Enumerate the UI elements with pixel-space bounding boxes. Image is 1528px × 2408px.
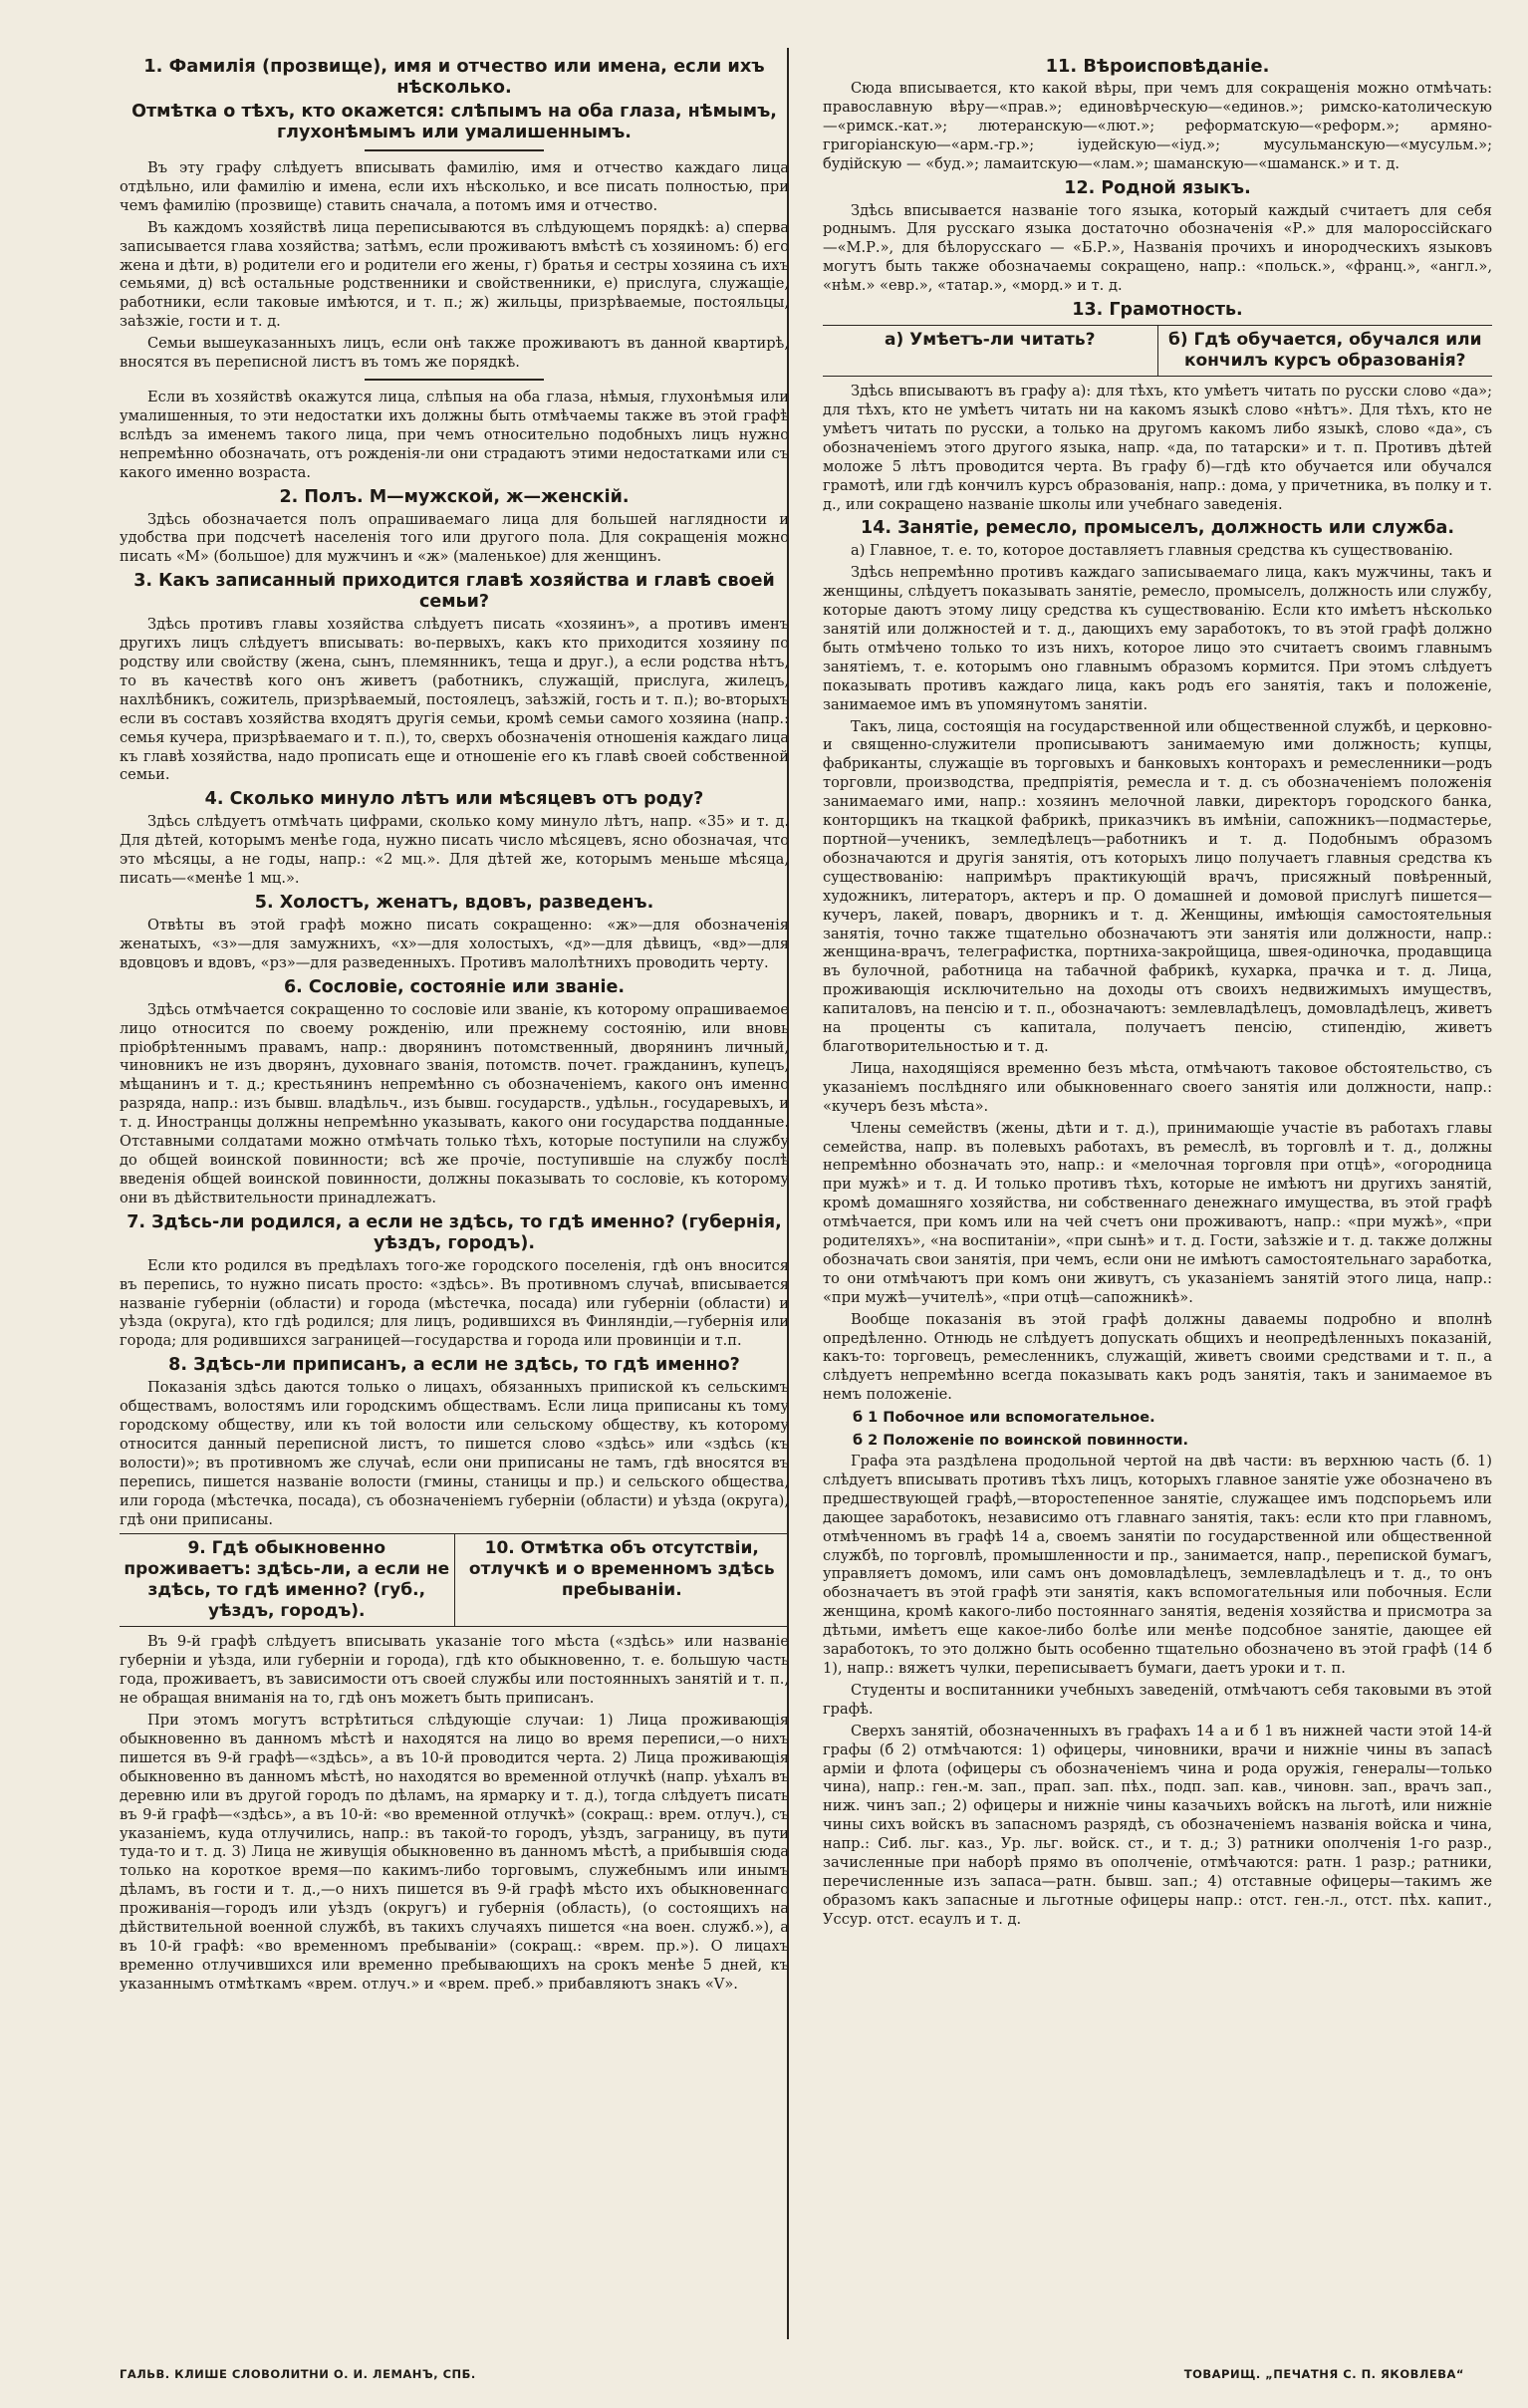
heading-occupation: 14. Занятіе, ремесло, промыселъ, должность или служба. (861, 518, 1454, 539)
paragraph: Въ эту графу слѣдуетъ вписывать фамилію, имя и отчество каждаго лица отдѣльно, или фамилію и имена, если ихъ нѣсколько, и все писать полностью, при чемъ фамилію (прозвище) ставить сначала, а потомъ имя и отчество. (120, 159, 789, 214)
paragraph: Здѣсь обозначается полъ опрашиваемаго лица для большей наглядности и удобства при подсчетѣ населенія того или другого пола. Для сокращенія можно писать «М» (большое) для мужчинъ и «ж» (маленькое) для женщинъ. (120, 510, 789, 566)
heading-literacy: 13. Грамотность. (1072, 300, 1243, 321)
printer-credit-right: ТОВАРИЩ. „ПЕЧАТНЯ С. П. ЯКОВЛЕВА“ (1183, 2367, 1464, 2381)
paragraph: Сюда вписывается, кто какой вѣры, при чемъ для сокращенія можно отмѣчать: православную вѣру—«прав.»; единовѣрческую—«единов.»; римско-католическую—«римск.-кат.»; лютеранскую—«лют.»; реформатскую—«реформ.»; армяно-григоріанскую—«арм.-гр.»; іудейскую—«іуд.»; мусульманскую—«мусульм.»; будійскую — «буд.»; ламаитскую—«лам.»; шаманскую—«шаманск.» и т. д. (823, 80, 1492, 172)
heading-registration: 8. Здѣсь-ли приписанъ, а если не здѣсь, то гдѣ именно? (168, 1355, 740, 1376)
heading-can-read: а) Умѣетъ-ли читать? (884, 330, 1096, 351)
separator-rule (365, 149, 544, 151)
split-cell (120, 1534, 455, 1626)
heading-sex: 2. Полъ. М—мужской, ж—женскій. (279, 486, 630, 507)
paragraph: Въ каждомъ хозяйствѣ лица переписываются въ слѣдующемъ порядкѣ: а) сперва записывается глава хозяйства; затѣмъ, если проживаютъ вмѣстѣ съ хозяиномъ: б) его жена и дѣти, в) родители его и родители его жены, г) братья и сестры хозяина съ ихъ семьями, д) всѣ остальные родственники и свойственники, е) прислуга, служащіе, работники, если таковые имѣются, и т. п.; ж) жильцы, призрѣваемые, постояльцы, заѣзжіе, гости и т. д. (120, 218, 789, 331)
split-heading-literacy (823, 325, 1492, 377)
heading-language: 12. Родной языкъ. (1064, 177, 1251, 198)
paragraph: Семьи вышеуказанныхъ лицъ, если онѣ также проживаютъ въ данной квартирѣ, вносятся въ переписной листъ въ томъ же порядкѣ. (120, 335, 789, 372)
right-column (823, 52, 1492, 2333)
heading-estate: 6. Сословіе, состояніе или званіе. (284, 976, 625, 997)
heading-military-status: б 2 Положеніе по воинской повинности. (853, 1433, 1189, 1450)
heading-marital: 5. Холостъ, женатъ, вдовъ, разведенъ. (254, 893, 654, 913)
paragraph: Если въ хозяйствѣ окажутся лица, слѣпыя на оба глаза, нѣмыя, глухонѣмыя или умалишенныя, то эти недостатки ихъ должны быть отмѣчаемы также въ этой графѣ вслѣдъ за именемъ такого лица, при чемъ относительно подобныхъ лицъ нужно непремѣнно обозначать, отъ рожденія-ли они страдаютъ этими недостатками или съ какого именно возраста. (120, 388, 789, 481)
paragraph: Здѣсь противъ главы хозяйства слѣдуетъ писать «хозяинъ», а противъ именъ другихъ лицъ слѣдуетъ вписывать: во-первыхъ, какъ кто приходится хозяину по родству или свойству (жена, сынъ, племянникъ, теща и друг.), а если родства нѣтъ, то въ качествѣ кого онъ живетъ (работникъ, служащій, прислуга, жилецъ, нахлѣбникъ, сожитель, призрѣваемый, постоялецъ, заѣзжій, гость и т. п.); во-вторыхъ если въ составъ хозяйства входятъ другія семьи, кромѣ семьи самого хозяина (напр.: семья кучера, призрѣваемаго и т. п.), то, сверхъ обозначенія отношенія каждаго лица къ главѣ хозяйства, надо прописать еще и отношеніе его къ главѣ своей собственной семьи. (120, 616, 789, 784)
paragraph: Графа эта раздѣлена продольной чертой на двѣ части: въ верхнюю часть (б. 1) слѣдуетъ вписывать противъ тѣхъ лицъ, которыхъ главное занятіе уже обозначено въ предшествующей графѣ,—второстепенное занятіе, служащее имъ подспорьемъ или дающее заработокъ, независимо отъ главнаго занятія, такъ: если кто при главномъ, отмѣченномъ въ графѣ 14 а, своемъ занятіи по государственной или общественной службѣ, по торговлѣ, промышленности и пр., занимается, напр., перепиской бумагъ, управляетъ домомъ, или самъ онъ домовладѣлецъ, землевладѣлецъ и т. д., то онъ обозначаетъ въ этой графѣ эти занятія, какъ вспомогательныя или побочныя. Если женщина, кромѣ какого-либо постояннаго занятія, веденія хозяйства и присмотра за дѣтьми, имѣетъ еще какое-либо болѣе или менѣе подсобное занятіе, дающее ей заработокъ, то это должно быть особенно тщательно обозначено въ этой графѣ (14 б 1), напр.: вяжетъ чулки, переписываетъ бумаги, даетъ уроки и т. п. (823, 1453, 1492, 1677)
split-cell (455, 1534, 790, 1626)
paragraph: Вообще показанія въ этой графѣ должны даваемы подробно и вполнѣ опредѣленно. Отнюдь не слѣдуетъ допускать общихъ и неопредѣленныхъ показаній, какъ-то: торговецъ, ремесленникъ, служащій, живетъ своими средствами и т. п., а слѣдуетъ непремѣнно всегда показывать какъ родъ занятія, такъ и занимаемое въ немъ положеніе. (823, 1310, 1492, 1404)
separator-rule (365, 379, 544, 381)
paragraph: Здѣсь слѣдуетъ отмѣчать цифрами, сколько кому минуло лѣтъ, напр. «35» и т. д. Для дѣтей, которымъ менѣе года, нужно писать число мѣсяцевъ, ясно обозначая, что это мѣсяцы, а не годы, напр.: «2 мц.». Для дѣтей же, которымъ меньше мѣсяца, писать—«менѣе 1 мц.». (120, 813, 789, 888)
heading-residence: 9. Гдѣ обыкновенно проживаетъ: здѣсь-ли, а если не здѣсь, то гдѣ именно? (губ., уѣздъ, городъ). (124, 1538, 450, 1622)
paragraph: Здѣсь вписывается названіе того языка, который каждый считаетъ для себя роднымъ. Для русскаго языка достаточно обозначенія «Р.» для малороссійскаго—«М.Р.», для бѣлорусскаго — «Б.Р.», Названія прочихъ и инородческихъ языковъ могутъ быть также обозначаемы сокращено, напр.: «польск.», «франц.», «англ.», «нѣм.» «евр.», «татар.», «морд.» и т. д. (823, 201, 1492, 295)
heading-birthplace: 7. Здѣсь-ли родился, а если не здѣсь, то гдѣ именно? (губернія, уѣздъ, городъ). (127, 1211, 782, 1253)
paragraph: Показанія здѣсь даются только о лицахъ, обязанныхъ припиской къ сельскимъ обществамъ, волостямъ или городскимъ обществамъ. Если лица приписаны къ тому городскому обществу, или къ той волости или сельскому обществу, къ которому относится данный переписной листъ, то пишется слово «здѣсь» или «здѣсь (къ волости)»; въ противномъ же случаѣ, если они приписаны не тамъ, гдѣ вносятся въ перепись, пишется названіе волости (гмины, станицы и пр.) и сельского общества, или города (мѣстечка, посада), съ обозначеніемъ губерніи (области) и уѣзда (округа), гдѣ они приписаны. (120, 1379, 789, 1528)
paragraph: Въ 9-й графѣ слѣдуетъ вписывать указаніе того мѣста («здѣсь» или названіе губерніи и уѣзда, или губерніи и города), гдѣ кто обыкновенно, т. е. большую часть года, проживаетъ, въ зависимости отъ своей службы или постоянныхъ занятій и т. п., не обращая вниманія на то, гдѣ онъ можетъ быть приписанъ. (120, 1633, 789, 1708)
paragraph: Сверхъ занятій, обозначенныхъ въ графахъ 14 а и б 1 въ нижней части этой 14-й графы (б 2) отмѣчаются: 1) офицеры, чиновники, врачи и нижніе чины въ запасѣ арміи и флота (офицеры съ обозначеніемъ чина и рода оружія, генералы—только чина), напр.: ген.-м. зап., прап. зап. пѣх., подп. зап. кав., чиновн. зап., врачъ зап., ниж. чинъ зап.; 2) офицеры и нижніе чины казачьихъ войскъ на льготѣ, или нижніе чины сихъ войскъ въ запасномъ разрядѣ, съ обозначеніемъ названія войска и чина, напр.: Сиб. льг. каз., Ур. льг. войск. ст., и т. д.; 3) ратники ополченія 1-го разр., зачисленные при наборѣ прямо въ ополченіе, отмѣчаются: ратн. 1 разр.; ратники, перечисленные изъ запаса—ратн. бывш. зап.; 4) отставные офицеры—такимъ же образомъ какъ запасные и льготные офицеры напр.: отст. ген.-л., отст. пѣх. капит., Уссур. отст. есаулъ и т. д. (823, 1722, 1492, 1928)
heading-age: 4. Сколько минуло лѣтъ или мѣсяцевъ отъ роду? (204, 789, 704, 810)
split-heading-9-10 (120, 1533, 789, 1627)
split-cell (823, 326, 1158, 376)
heading-religion: 11. Вѣроисповѣданіе. (1045, 56, 1270, 77)
paragraph: Отвѣты въ этой графѣ можно писать сокращенно: «ж»—для обозначенія женатыхъ, «з»—для замужнихъ, «х»—для холостыхъ, «д»—для дѣвицъ, «вд»—для вдовцовъ и вдовъ, «рз»—для разведенныхъ. Противъ малолѣтнихъ проводить черту. (120, 917, 789, 971)
paragraph: Студенты и воспитанники учебныхъ заведеній, отмѣчаютъ себя таковыми въ этой графѣ. (823, 1681, 1492, 1718)
paragraph: Здѣсь вписываютъ въ графу а): для тѣхъ, кто умѣетъ читать по русски слово «да»; для тѣхъ, кто не умѣетъ читать ни на какомъ языкѣ слово «нѣтъ». Для тѣхъ, кто не умѣетъ читать по русски, а только на другомъ какомъ либо языкѣ, слово «да», съ обозначеніемъ этого другого языка, напр. «да, по татарски» и т. п. Противъ дѣтей моложе 5 лѣтъ проводится черта. Въ графу б)—гдѣ кто обучается или обучался грамотѣ, или гдѣ кончилъ курсъ образованія, напр.: дома, у причетника, въ полку и т. д., или сокращено названіе школы или учебнаго заведенія. (823, 383, 1492, 513)
paragraph: Здѣсь отмѣчается сокращенно то сословіе или званіе, къ которому опрашиваемое лицо относится по своему рожденію, или прежнему состоянію, или вновь пріобрѣтеннымъ правамъ, напр.: дворянинъ потомственный, дворянинъ личный, чиновникъ не изъ дворянъ, духовнаго званія, потомств. почет. гражданинъ, купецъ, мѣщанинъ и т. д.; крестьянинъ непремѣнно съ обозначеніемъ, какого онъ именно разряда, напр.: изъ бывш. владѣльч., изъ бывш. государств., удѣльн., государевыхъ, и т. д. Иностранцы должны непремѣнно указывать, какого они государства подданные. Отставными солдатами можно отмѣчать только тѣхъ, которые поступили на службу до общей воинской повинности; всѣ же прочіе, поступившіе на службу послѣ введенія общей воинской повинности, должны показывать то сословіе, къ которому они въ дѣйствительности принадлежатъ. (120, 1000, 789, 1206)
left-column (120, 52, 789, 2333)
paragraph: Такъ, лица, состоящія на государственной или общественной службѣ, и церковно-и священно-служители прописываютъ занимаемую ими должность; купцы, фабриканты, служащіе въ торговыхъ и банковыхъ конторахъ и ремесленники—родъ торговли, производства, предпріятія, ремесла и т. д. съ обозначеніемъ положенія занимаемаго ими, напр.: хозяинъ мелочной лавки, директоръ городского банка, конторщикъ на ткацкой фабрикѣ, приказчикъ въ имѣніи, сапожникъ—подмастерье, портной—ученикъ, земледѣлецъ—работникъ и т. д. Подобнымъ образомъ обозначаются и другія занятія, отъ которыхъ лицо получаетъ главныя средства къ существованію: напримѣръ практикующій врачъ, присяжный повѣренный, художникъ, литераторъ, актеръ и пр. О домашней и домовой прислугѣ пишется—кучеръ, лакей, поваръ, дворникъ и т. д. Женщины, имѣющія самостоятельныя занятія, точно также тщательно обозначаютъ эти занятія или должности, напр.: женщина-врачъ, телеграфистка, портниха-закройщица, швея-одиночка, продавщица въ булочной, работница на табачной фабрикѣ, кухарка, прачка и т. д. Лица, проживающія исключительно на доходы отъ своихъ недвижимыхъ имуществъ, капиталовъ, на пенсію и т. п., обозначаютъ: землевладѣлецъ, домовладѣлецъ, живетъ на проценты съ капитала, получаетъ пенсію, стипендію, живетъ благотворительностью и т. д. (823, 717, 1492, 1055)
split-cell (1158, 326, 1493, 376)
heading-blind-deaf: Отмѣтка о тѣхъ, кто окажется: слѣпымъ на оба глаза, нѣмымъ, глухонѣмымъ или умалишеннымъ. (131, 102, 777, 142)
paragraph: Лица, находящіяся временно безъ мѣста, отмѣчаютъ таковое обстоятельство, съ указаніемъ послѣдняго или обыкновеннаго своего занятія или должности, напр.: «кучеръ безъ мѣста». (823, 1059, 1492, 1115)
heading-secondary-occupation: б 1 Побочное или вспомогательное. (853, 1410, 1155, 1427)
paragraph: а) Главное, т. е. то, которое доставляетъ главныя средства къ существованію. (851, 542, 1453, 560)
paragraph: При этомъ могутъ встрѣтиться слѣдующіе случаи: 1) Лица проживающія обыкновенно въ данномъ мѣстѣ и находятся на лицо во время переписи,—о нихъ пишется въ 9-й графѣ—«здѣсь», а въ 10-й проводится черта. 2) Лица проживающія обыкновенно въ данномъ мѣстѣ, но находятся во временной отлучкѣ (напр. уѣхалъ въ деревню или въ другой городъ по дѣламъ, на ярмарку и т. д.), тогда слѣдуетъ писать въ 9-й графѣ—«здѣсь», а въ 10-й: «во временной отлучкѣ» (сокращ.: врем. отлуч.), съ указаніемъ, куда отлучились, напр.: въ такой-то городъ, уѣздъ, заграницу, въ пути туда-то и т. д. 3) Лица не живущія обыкновенно въ данномъ мѣстѣ, а прибывшія сюда только на короткое время—по какимъ-либо торговымъ, служебнымъ или инымъ дѣламъ, въ гости и т. д.,—о нихъ пишется въ 9-й графѣ мѣсто ихъ обыкновеннаго проживанія—городъ или уѣздъ (округъ) и губернія (область), (о состоящихъ на дѣйствительной военной службѣ, въ такихъ случаяхъ пишется «на воен. служб.»), а въ 10-й графѣ: «во временномъ пребываніи» (сокращ.: «врем. пр.»). О лицахъ временно отлучившихся или временно пребывающихъ на срокъ менѣе 5 дней, къ указаннымъ отмѣткамъ «врем. отлуч.» и «врем. преб.» прибавляютъ знакъ «V». (120, 1712, 789, 1993)
paragraph: Члены семействъ (жены, дѣти и т. д.), принимающіе участіе въ работахъ главы семейства, напр. въ полевыхъ работахъ, въ ремеслѣ, въ торговлѣ и т. д., должны непремѣнно обозначать это, напр.: и «мелочная торговля при отцѣ», «огородница при мужѣ» и т. д. И только противъ тѣхъ, которые не имѣютъ ни другихъ занятій, кромѣ домашняго хозяйства, ни собственнаго денежнаго имущества, въ этой графѣ отмѣчается, при комъ или на чей счетъ они проживаютъ, напр.: «при мужѣ», «при родителяхъ», «на воспитаніи», «при сынѣ» и т. д. Гости, заѣзжіе и т. д. также должны обозначать свои занятія, при чемъ, если они не имѣютъ самостоятельнаго заработка, то они отмѣчаютъ при комъ они живутъ, съ указаніемъ занятій этого лица, напр.: «при мужѣ—учителѣ», «при отцѣ—сапожникѣ». (823, 1119, 1492, 1306)
paragraph: Здѣсь непремѣнно противъ каждаго записываемаго лица, какъ мужчины, такъ и женщины, слѣдуетъ показывать занятіе, ремесло, промыселъ, должность или службу, которые даютъ этому лицу средства къ существованію. Если кто имѣетъ нѣсколько занятій или должностей и т. д., дающихъ ему заработокъ, то въ этой графѣ должно быть отмѣчено только то изъ нихъ, которое лицо это считаетъ своимъ главнымъ занятіемъ, т. е. которымъ оно главнымъ образомъ кормится. При этомъ слѣдуетъ показывать противъ каждаго лица, какъ родъ его занятія, такъ и положеніе, занимаемое имъ въ упомянутомъ занятіи. (823, 564, 1492, 713)
paragraph: Если кто родился въ предѣлахъ того-же городского поселенія, гдѣ онъ вносится въ перепись, то нужно писать просто: «здѣсь». Въ противномъ случаѣ, вписывается названіе губерніи (области) и города (мѣстечка, посада) или губерніи (области) и уѣзда (округа), кто гдѣ родился; для лицъ, родившихся въ Финляндіи,—губернія или города; для родившихся заграницей—государства и города или провинціи и т.п. (120, 1256, 789, 1350)
heading-absence: 10. Отмѣтка объ отсутствіи, отлучкѣ и о временномъ здѣсь пребываніи. (468, 1538, 775, 1601)
heading-relation: 3. Какъ записанный приходится главѣ хозяйства и главѣ своей семьи? (133, 571, 775, 613)
heading-education: б) Гдѣ обучается, обучался или кончилъ курсъ образованія? (1168, 330, 1482, 372)
heading-surname: 1. Фамилія (прозвище), имя и отчество или имена, если ихъ нѣсколько. (143, 56, 765, 98)
printer-credit-left: ГАЛЬВ. КЛИШЕ СЛОВОЛИТНИ О. И. ЛЕМАНЪ, СПБ. (120, 2367, 476, 2381)
